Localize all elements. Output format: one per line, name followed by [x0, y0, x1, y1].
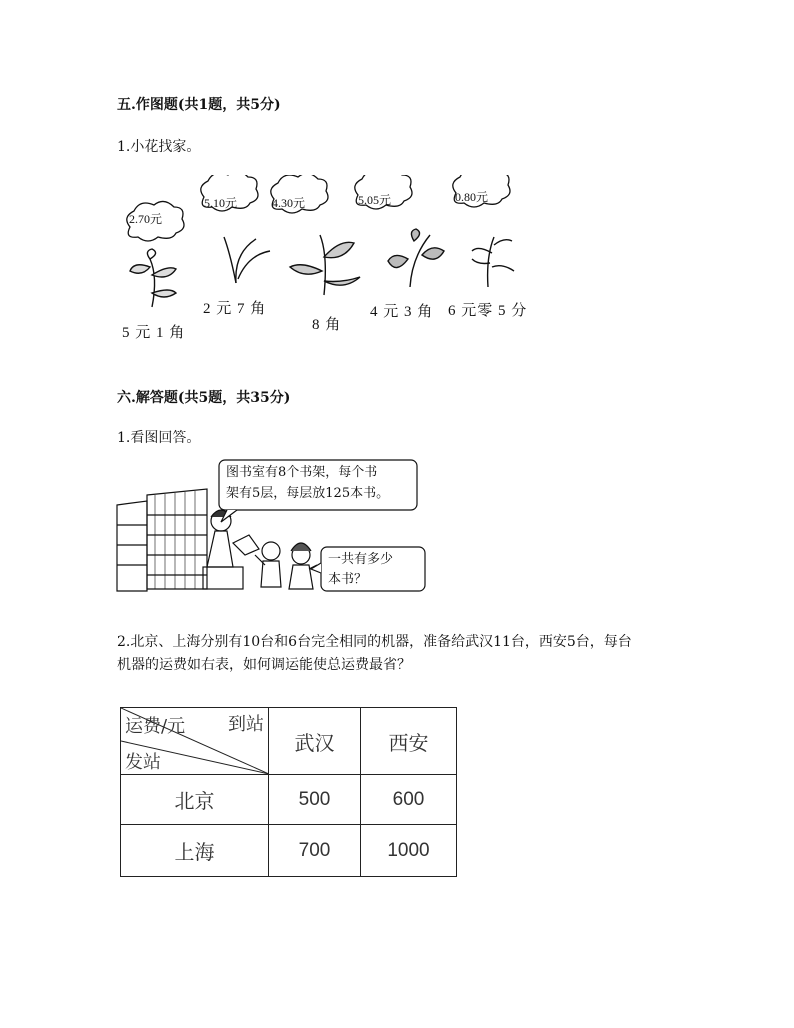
- column-header-wuhan: 武汉: [269, 708, 361, 775]
- speech-bubble-girl-line-1: 一共有多少: [328, 552, 394, 567]
- price-2: 2 元 7 角: [203, 301, 267, 317]
- speech-bubble-girl-line-2: 本书？: [328, 572, 368, 587]
- question-6-1: 1.看图回答。: [117, 430, 201, 446]
- table-header-row: [121, 708, 457, 775]
- corner-label-destination: 到站: [228, 714, 264, 735]
- price-4: 4 元 3 角: [370, 304, 434, 320]
- row-header-shanghai: 上海: [121, 825, 269, 877]
- question-6-2-line-1: 2.北京、上海分别有10台和6台完全相同的机器，准备给武汉11台，西安5台，每台: [117, 634, 632, 650]
- price-5: 6 元零 5 分: [448, 303, 528, 319]
- plant-3: [290, 235, 360, 295]
- question-6-2-line-2: 机器的运费如右表，如何调运能使总运费最省？: [117, 657, 411, 673]
- section-5-heading: 五.作图题(共1题，共5分): [117, 97, 281, 113]
- speech-bubble-librarian-line-2: 架有5层，每层放125本书。: [226, 486, 390, 501]
- cell-beijing-wuhan: 500: [269, 775, 361, 825]
- row-header-beijing: 北京: [121, 775, 269, 825]
- table-corner-cell: [121, 708, 269, 775]
- plant-5: [472, 237, 514, 287]
- speech-bubble-librarian-line-1: 图书室有8个书架，每个书: [226, 465, 378, 480]
- plant-4: [388, 229, 444, 287]
- plant-1: [130, 249, 176, 307]
- cloud-label-3: 4.30元: [272, 196, 306, 210]
- section-6-heading: 六.解答题(共5题，共35分): [117, 390, 291, 406]
- cell-beijing-xian: 600: [361, 775, 457, 825]
- plant-2: [224, 237, 270, 283]
- price-1: 5 元 1 角: [122, 325, 186, 341]
- corner-label-origin: 发站: [125, 752, 161, 773]
- table-row: [121, 825, 457, 877]
- cell-shanghai-wuhan: 700: [269, 825, 361, 877]
- column-header-xian: 西安: [361, 708, 457, 775]
- cloud-label-4: 5.05元: [358, 193, 392, 207]
- cloud-label-2: 5.10元: [204, 196, 238, 210]
- price-3: 8 角: [312, 317, 342, 333]
- corner-label-cost: 运费/元: [125, 716, 186, 737]
- table-row: [121, 775, 457, 825]
- question-5-1: 1.小花找家。: [117, 139, 201, 155]
- cloud-label-5: 0.80元: [455, 190, 489, 204]
- cell-shanghai-xian: 1000: [361, 825, 457, 877]
- freight-cost-table: [120, 707, 457, 877]
- cloud-label-1: 2.70元: [129, 212, 163, 226]
